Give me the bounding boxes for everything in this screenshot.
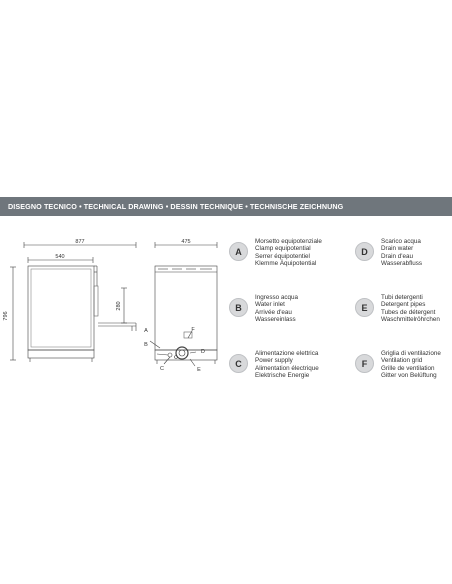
legend-line: Arrivée d'eau [255, 308, 292, 316]
legend-line: Wassereinlass [255, 316, 296, 324]
dim-label-475: 475 [181, 239, 191, 245]
dim-label-877: 877 [75, 239, 85, 245]
legend-badge-a: A [229, 242, 248, 261]
dim-label-540: 540 [55, 254, 65, 260]
legend-line: Water inlet [255, 301, 285, 309]
legend-line: Clamp equipotential [255, 245, 311, 253]
legend-item-c [229, 350, 319, 380]
drawing-svg [0, 228, 230, 388]
legend-item-e [355, 294, 440, 324]
legend-line: Drain water [381, 245, 414, 253]
legend-line: Gitter von Belüftung [381, 372, 437, 380]
legend-line: Detergent pipes [381, 301, 426, 309]
legend-line: Griglia di ventilazione [381, 350, 441, 357]
legend-badge-e: E [355, 298, 374, 317]
legend-badge-b: B [229, 298, 248, 317]
side-view-body [28, 266, 94, 350]
legend-line: Waschmittelröhrchen [381, 316, 440, 324]
legend-line: Power supply [255, 357, 293, 365]
legend-line: Alimentation électrique [255, 364, 319, 372]
power-inlet [168, 353, 172, 357]
legend-line: Tubes de détergent [381, 308, 436, 316]
legend-line: Ingresso acqua [255, 294, 299, 301]
marker-e: E [197, 367, 201, 373]
dim-label-796: 796 [3, 311, 9, 321]
legend-badge-c: C [229, 354, 248, 373]
front-view-body [155, 266, 217, 350]
legend-line: Wasserabfluss [381, 260, 423, 268]
technical-drawing [0, 228, 230, 388]
legend-line: Elektrische Energie [255, 372, 310, 380]
legend-line: Morsetto equipotenziale [255, 238, 322, 245]
legend-item-d [355, 238, 422, 268]
legend-line: Scarico acqua [381, 238, 421, 245]
dim-label-280: 280 [116, 301, 122, 311]
drain-outlet [176, 347, 188, 359]
marker-b: B [144, 342, 148, 348]
legend-item-a [229, 238, 322, 268]
legend-item-b [229, 294, 298, 324]
legend-line: Alimentazione elettrica [255, 350, 319, 357]
legend-line: Grille de ventilation [381, 364, 435, 372]
marker-d: D [201, 349, 205, 355]
legend-line: Klemme Äquipotential [255, 260, 317, 268]
legend-badge-d: D [355, 242, 374, 261]
marker-c: C [160, 366, 164, 372]
legend-line: Tubi detergenti [381, 294, 423, 301]
legend-badge-f: F [355, 354, 374, 373]
marker-a: A [144, 328, 148, 334]
legend-line: Drain d'eau [381, 252, 414, 260]
section-banner: DISEGNO TECNICO • TECHNICAL DRAWING • DESSIN TECHNIQUE • TECHNISCHE ZEICHNUNG [0, 197, 452, 216]
legend-line: Serrer équipotentiel [255, 252, 310, 260]
legend-line: Ventilation grid [381, 357, 423, 365]
legend-item-f [355, 350, 441, 380]
marker-f: F [191, 327, 195, 333]
